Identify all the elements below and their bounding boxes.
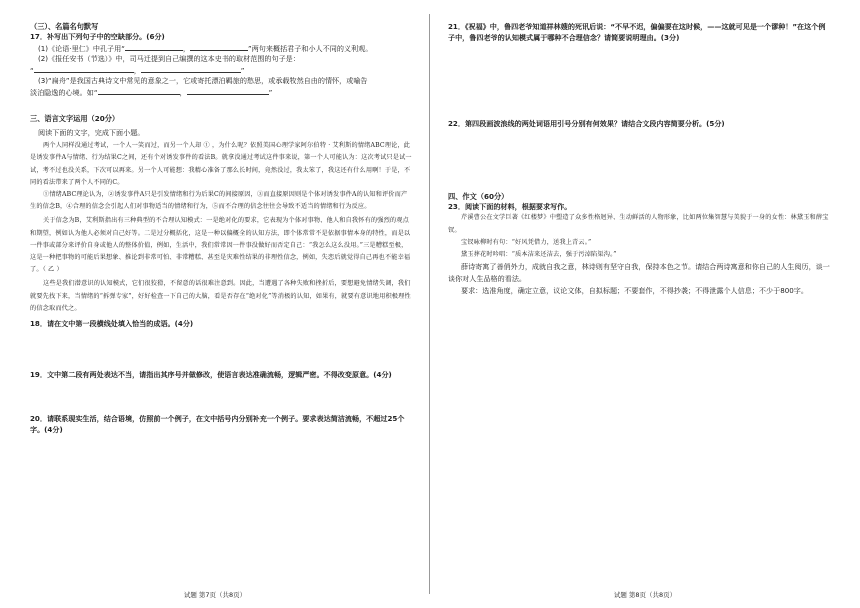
question-20: 20．请联系现实生活，结合语境，仿照前一个例子，在文中括号内分别补充一个例子。要求表达简洁流畅，不超过25个字。(4分) <box>30 414 405 434</box>
essay-poem-1: 宝钗咏柳时有句：“好风凭借力，送我上青云。” <box>461 238 592 246</box>
question-17-3-blanks: 淡泊隐逸的心境。如“ ， ” <box>30 87 273 97</box>
section-title-famous-lines: （三）、名篇名句默写 <box>30 22 99 31</box>
question-23: 23．阅读下面的材料，根据要求写作。 <box>448 201 572 211</box>
section-title-essay: 四、作文（60分） <box>448 191 509 201</box>
answer-blank[interactable] <box>125 43 183 51</box>
answer-blank[interactable] <box>187 87 269 95</box>
answer-space[interactable] <box>448 130 830 192</box>
question-19: 19．文中第二段有两处表达不当，请指出其序号并做修改，使语言表达准确流畅，逻辑严密。不得改变原意。(4分) <box>30 369 392 379</box>
answer-blank[interactable] <box>98 87 180 95</box>
question-22: 22．第四段画波浪线的两处词语用引号分别有何效果？请结合文段内容简要分析。(5分) <box>448 119 725 129</box>
question-17-2-blanks: “ ， ” <box>30 65 245 75</box>
essay-requirements: 要求：选准角度，确定立意，议论文体，自拟标题；不要套作，不得抄袭；不得泄露个人信息；不少于800字。 <box>461 286 808 296</box>
question-21: 21．《祝福》中，鲁四老爷知道祥林嫂的死讯后说：“不早不迟，偏偏要在这时候，——这就可见是一个谬种！”在这个例子中，鲁四老爷的认知模式属于哪种不合理信念？请简要说明理由。(3分) <box>448 22 826 42</box>
answer-blank[interactable] <box>190 43 248 51</box>
essay-poem-2: 黛玉葬花时吟唱：“质本洁来还洁去，强于污淖陷渠沟。” <box>461 250 617 258</box>
answer-blank[interactable] <box>34 65 134 73</box>
question-17-1: (1)《论语·里仁》中孔子用“ ， ”两句来概括君子和小人不同的义利观。 <box>38 43 373 53</box>
passage-paragraph-1: 两个人同样没通过考试，一个人一笑而过，而另一个人却 ① ，为什么呢？依照美国心理学家阿尔伯特 · 艾利斯的情绪ABC理论，此是诱发事件A与情绪、行为结果C之间，还有个对诱发事件的看法B。就拿没通过考试这件事来说，第一个人可能认为：这次考试只是试一试，考不过也没关系，下次可以再来。另一个人可能想：我精心准备了那么长时间，竟然没过，我太笨了，我这还有什么用啊！于是，不同的看法带来了两个人不同的C。 <box>30 142 412 186</box>
question-17-3: (3)“扁舟”是我国古典诗文中常见的意象之一，它或寄托漂泊羁旅的愁思，或承载牧然自由的情怀，或喻告 <box>38 76 368 86</box>
answer-space[interactable] <box>448 43 830 119</box>
right-page <box>430 0 860 608</box>
essay-material-1: 芹溪曹公在文学巨著《红楼梦》中塑造了众多性格迥异、生动鲜活的人物形象，比如两位集智慧与美貌于一身的女性：林黛玉和薛宝钗。 <box>448 214 829 234</box>
passage-paragraph-4: 这些是我们潜意识的认知模式，它们很狡猾，不留意的话很难注意到。因此，当遭遇了各种失败和挫折后，要想避免情绪失调，我们就要先找下来，当情绪的“拆弹专家”，好好检查一下自己的大脑，看是否存在“绝对化”等消极的认知，如果有，就要有意识地用积极理性的信念取而代之。 <box>30 280 411 312</box>
passage-paragraph-2: ①情绪ABC理论认为，②诱发事件A只是引发情绪和行为后果C的间接原因，③而直接原因则是个体对诱发事件A的认知和评价而产生的信念B，④合理的信念会引起人们对事物适当的情绪和行为，⑤而不合理的信念往往会导致不适当的情绪和行为反应。 <box>30 190 408 211</box>
page-footer: 试题 第7页（共8页） <box>183 591 247 599</box>
essay-material-2: 薛诗寄寓了善俏外力，成就自我之意，林诗则有坚守自我，保持本色之节。请结合两诗寓意和你自己的人生阅历，谈一谈你对人生品格的看法。 <box>448 262 830 284</box>
section-title-language: 三、语言文字运用（20分） <box>30 113 120 123</box>
question-17: 17．补写出下列句子中的空缺部分。(6分) <box>30 32 165 41</box>
reading-intro: 阅读下面的文字，完成下面小题。 <box>38 127 145 137</box>
answer-space[interactable] <box>30 380 412 414</box>
answer-blank[interactable] <box>141 65 241 73</box>
question-17-2: (2)《报任安书（节选）》中，司马迁提到自己编撰的这本史书的取材范围的句子是： <box>38 54 300 64</box>
answer-space[interactable] <box>30 330 412 370</box>
question-18: 18．请在文中第一段横线处填入恰当的成语。(4分) <box>30 319 194 328</box>
passage-paragraph-3: 关于信念为B，艾利斯指出有三种典型的不合理认知模式：一是绝对化的要求，它表现为个体对事物、他人和自我怀有的强烈的观点和期望，例如认为他人必须对自己好等。二是过分概括化，这是一种以偏概全的认知方法，即个体常常不是依据事情本身的特性，而是以一件事或部分来评价自身或他人的整体价值，例如，生活中，我们常常因一件事没做好而否定自己：“我怎么这么没用。”三是糟糕至极，这是一种把事物的可能后果想象、推论到非常可怕、非常糟糕、甚至是灾难性结果的非理性信念，例如，失恋后就觉得自己再也不能幸福了。（ 乙 ） <box>30 217 411 274</box>
page-footer: 试题 第8页（共8页） <box>613 591 677 599</box>
